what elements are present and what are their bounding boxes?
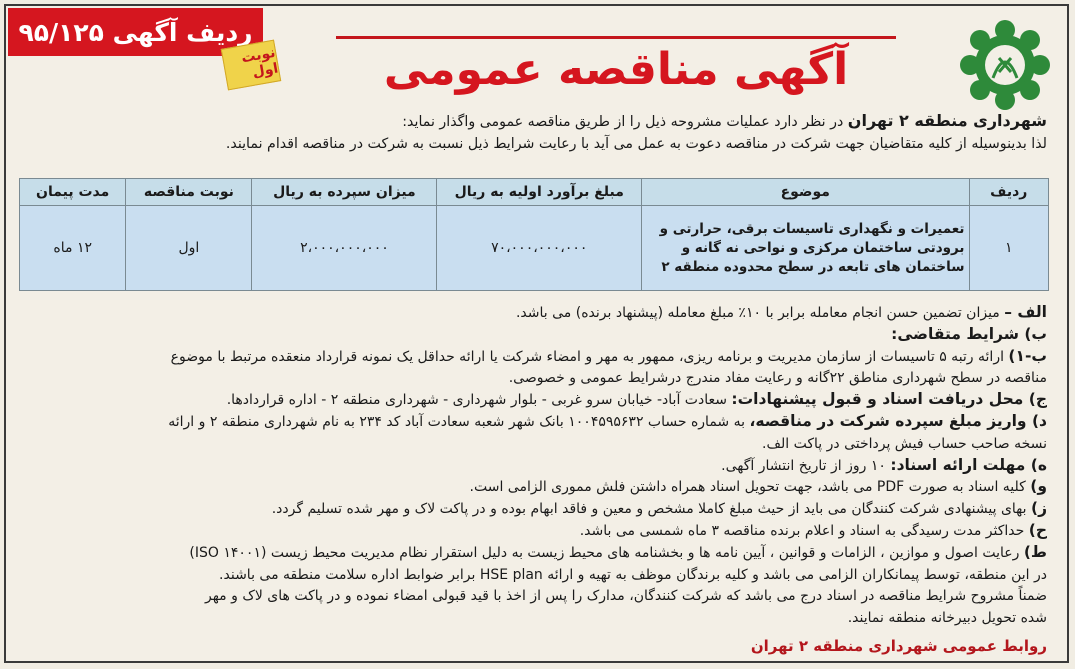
tender-notice bbox=[4, 4, 1069, 663]
header-row-no: ردیف bbox=[969, 179, 1049, 206]
intro-org: شهرداری منطقه ۲ تهران bbox=[847, 111, 1047, 130]
condition-line: ج) محل دریافت اسناد و قبول پیشنهادات: سعادت آباد- خیابان سرو غربی - بلوار شهرداری - شهرداری منطقه ۲ - اداره قراردادها. bbox=[226, 390, 1047, 409]
condition-line: د) واریز مبلغ سپرده شرکت در مناقصه، به شماره حساب ۱۰۰۴۵۹۵۶۳۲ بانک شهر شعبه سعادت آباد کد ۲۳۴ به نام شهرداری منطقه ۲ و ارائه bbox=[168, 411, 1047, 430]
intro-line2: لذا بدینوسیله از کلیه متقاضیان جهت شرکت در مناقصه دعوت به عمل می آید با رعایت شرایط ذیل نسبت به شرکت در مناقصه اقدام نمایند. bbox=[225, 136, 1047, 152]
cell-row-no: ۱ bbox=[969, 206, 1049, 291]
cell-estimate: ۷۰،۰۰۰،۰۰۰،۰۰۰ bbox=[437, 206, 642, 291]
condition-line: شده تحویل دبیرخانه منطقه نمایند. bbox=[847, 610, 1047, 627]
condition-line: ب-۱) ارائه رتبه ۵ تاسیسات از سازمان مدیریت و برنامه ریزی، ممهور به مهر و امضاء شرکت یا ارائه حداقل یک نمونه قرارداد منعقده مرتبط با موضوع bbox=[170, 346, 1047, 365]
title-banner bbox=[336, 36, 896, 105]
condition-line: ضمناً مشروح شرایط مناقصه در اسناد درج می باشد که شرکت کنندگان، مدارک را پس از اخذ با قید قبولی امضاء نموده و در پاکت های لاک و مهر bbox=[205, 588, 1047, 605]
header-round: نوبت مناقصه bbox=[126, 179, 252, 206]
condition-line: و) کلیه اسناد به صورت PDF می باشد، جهت تحویل اسناد همراه داشتن فلش مموری الزامی است. bbox=[469, 477, 1047, 496]
header-deposit: میزان سپرده به ریال bbox=[252, 179, 437, 206]
condition-line: در این منطقه، توسط پیمانکاران الزامی می باشد و کلیه برندگان موظف به تهیه و ارائه HSE plan برابر ضوابط اداره سلامت منطقه می باشند. bbox=[219, 566, 1047, 583]
header-subject: موضوع bbox=[642, 179, 969, 206]
condition-line: ح) حداکثر مدت رسیدگی به اسناد و اعلام برنده مناقصه ۳ ماه شمسی می باشد. bbox=[579, 520, 1047, 539]
footer-signature: روابط عمومی شهرداری منطقه ۲ تهران bbox=[750, 637, 1047, 655]
cell-subject: تعمیرات و نگهداری تاسیسات برقی، حرارتی و برودتی ساختمان مرکزی و نواحی نه گانه و ساختمان های تابعه در سطح محدوده منطقه ۲ bbox=[642, 206, 969, 291]
cell-duration: ۱۲ ماه bbox=[20, 206, 126, 291]
condition-line: ط) رعایت اصول و موازین ، الزامات و قوانین ، آیین نامه ها و بخشنامه های محیط زیست به دلیل استقرار نظام مدیریت محیط زیست (ISO ۱۴۰۰۱) bbox=[189, 542, 1047, 561]
condition-line: ز) بهای پیشنهادی شرکت کنندگان می باید از حیث مبلغ کاملا مشخص و معین و فاقد ابهام بوده و در پاکت لاک و مهر شده تسلیم گردد. bbox=[271, 499, 1047, 518]
round-tag: نوبت اول bbox=[221, 40, 281, 91]
cell-round: اول bbox=[126, 206, 252, 291]
conditions bbox=[12, 302, 1047, 629]
table-row bbox=[20, 206, 1049, 291]
header-estimate: مبلغ برآورد اولیه به ریال bbox=[437, 179, 642, 206]
ad-row-badge: ردیف آگهی ۹۵/۱۲۵ bbox=[8, 8, 263, 56]
municipality-logo-icon bbox=[955, 18, 1055, 113]
table-header-row bbox=[20, 179, 1049, 206]
intro-line1: در نظر دارد عملیات مشروحه ذیل را از طریق مناقصه عمومی واگذار نماید: bbox=[402, 114, 848, 130]
cell-deposit: ۲،۰۰۰،۰۰۰،۰۰۰ bbox=[252, 206, 437, 291]
condition-line: مناقصه در سطح شهرداری مناطق ۲۲گانه و رعایت مفاد مندرج درشرایط عمومی و خصوصی. bbox=[508, 370, 1047, 387]
intro bbox=[17, 110, 1047, 155]
page-title: آگهی مناقصه عمومی bbox=[372, 44, 860, 95]
condition-line: ب) شرایط متقاضی: bbox=[891, 324, 1047, 343]
tender-table bbox=[19, 178, 1049, 291]
condition-line: نسخه صاحب حساب فیش پرداختی در پاکت الف. bbox=[762, 435, 1047, 452]
condition-line: ه) مهلت ارائه اسناد: ۱۰ روز از تاریخ انتشار آگهی. bbox=[721, 455, 1047, 474]
header-duration: مدت پیمان bbox=[20, 179, 126, 206]
condition-line: الف – میزان تضمین حسن انجام معامله برابر با ۱۰٪ مبلغ معامله (پیشنهاد برنده) می باشد. bbox=[515, 303, 1047, 321]
